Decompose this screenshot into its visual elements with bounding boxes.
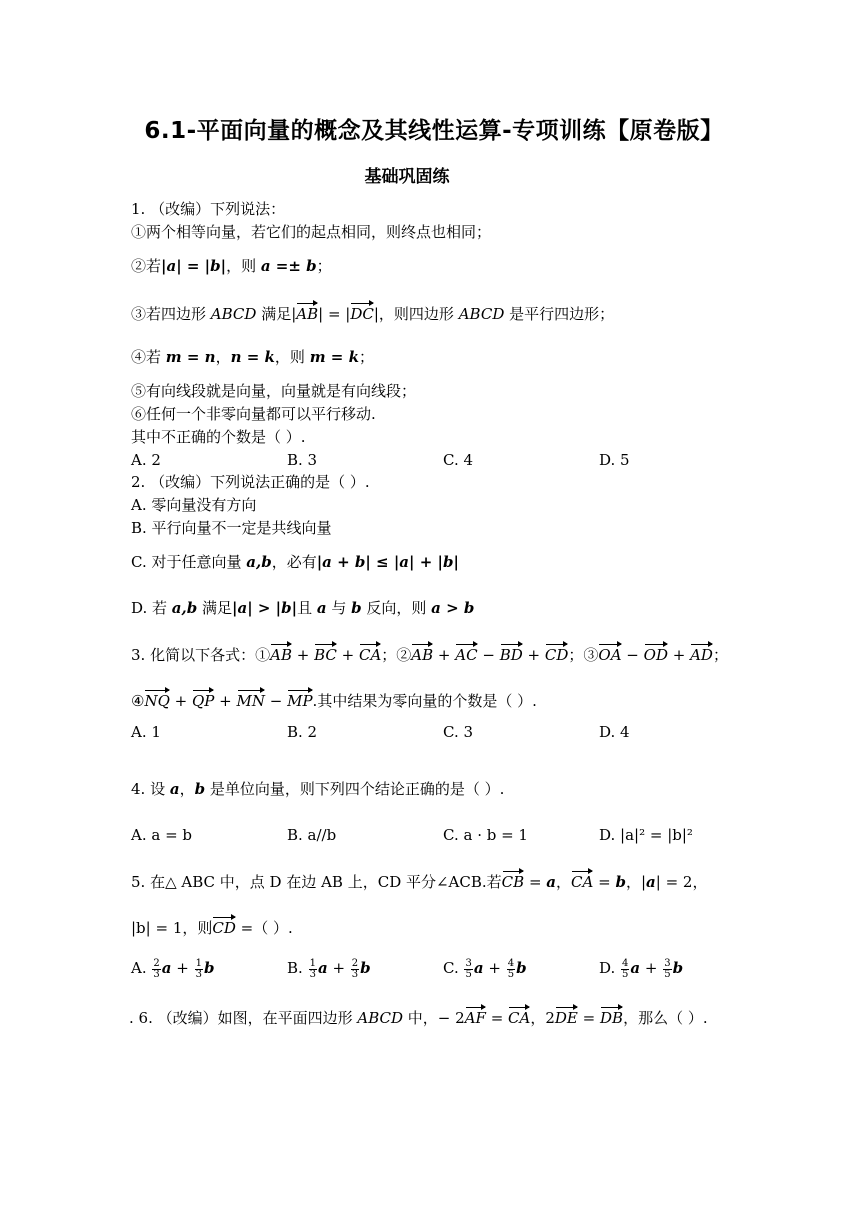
q5-option-c: C. $\frac{3}{5}$ a + $\frac{4}{5}$ b	[443, 957, 527, 980]
q1-option-c: C. 4	[443, 451, 474, 469]
q1-statement-3: ③若四边形 ABCD 满足|AB| = |DC|，则四边形 ABCD 是平行四边形；	[131, 302, 614, 324]
q5-stem: 5. 在△ ABC 中，点 D 在边 AB 上，CD 平分∠ACB.若CB = a，CA = b，|a| = 2，	[131, 870, 707, 892]
q4-option-a: A. a = b	[131, 826, 193, 844]
q2-option-c: C. 对于任意向量 a,b，必有|a + b| ≤ |a| + |b|	[131, 553, 459, 571]
q2-stem: 2. （改编）下列说法正确的是（ ）.	[131, 473, 370, 491]
q1-statement-4: ④若 m = n，n = k，则 m = k；	[131, 348, 374, 366]
q2-option-d: D. 若 a,b 满足|a| > |b|且 a 与 b 反向，则 a > b	[131, 599, 475, 617]
q1-stem: 1. （改编）下列说法：	[131, 200, 286, 218]
q1-option-d: D. 5	[599, 451, 630, 469]
q5-option-a: A. $\frac{2}{3}$ a + $\frac{1}{3}$ b	[131, 957, 215, 980]
section-heading: 基础巩固练	[364, 167, 450, 187]
q4-option-d: D. |a|² = |b|²	[599, 826, 693, 844]
q4-option-c: C. a · b = 1	[443, 826, 528, 844]
q5-option-b: B. $\frac{1}{3}$ a + $\frac{2}{3}$ b	[287, 957, 371, 980]
q1-option-a: A. 2	[131, 451, 161, 469]
q2-option-a: A. 零向量没有方向	[131, 496, 257, 514]
page-title: 6.1-平面向量的概念及其线性运算-专项训练【原卷版】	[144, 118, 724, 144]
q3-option-a: A. 1	[131, 723, 161, 741]
q3-stem: 3. 化简以下各式：①AB + BC + CA；②AB + AC − BD + CD；③OA − OD + AD；	[131, 643, 728, 665]
q6-stem: . 6. （改编）如图，在平面四边形 ABCD 中，− 2AF = CA，2DE = DB，那么（ ）.	[129, 1006, 708, 1028]
q1-ask: 其中不正确的个数是（ ）.	[131, 428, 306, 446]
q3-option-b: B. 2	[287, 723, 318, 741]
q3-option-c: C. 3	[443, 723, 474, 741]
q1-statement-2: ②若|a| = |b|，则 a =± b；	[131, 257, 332, 275]
q1-statement-6: ⑥任何一个非零向量都可以平行移动.	[131, 405, 376, 423]
q5-option-d: D. $\frac{4}{5}$ a + $\frac{3}{5}$ b	[599, 957, 684, 980]
q1-statement-5: ⑤有向线段就是向量，向量就是有向线段；	[131, 382, 417, 400]
q2-option-b: B. 平行向量不一定是共线向量	[131, 519, 332, 537]
q1-option-b: B. 3	[287, 451, 318, 469]
q3-option-d: D. 4	[599, 723, 630, 741]
q5-stem-line2: |b| = 1，则CD =（ ）.	[131, 916, 293, 938]
q4-option-b: B. a//b	[287, 826, 337, 844]
q4-stem: 4. 设 a，b 是单位向量，则下列四个结论正确的是（ ）.	[131, 780, 505, 798]
q3-stem-line2: ④NQ + QP + MN − MP.其中结果为零向量的个数是（ ）.	[131, 689, 537, 711]
q1-statement-1: ①两个相等向量，若它们的起点相同，则终点也相同；	[131, 223, 492, 241]
